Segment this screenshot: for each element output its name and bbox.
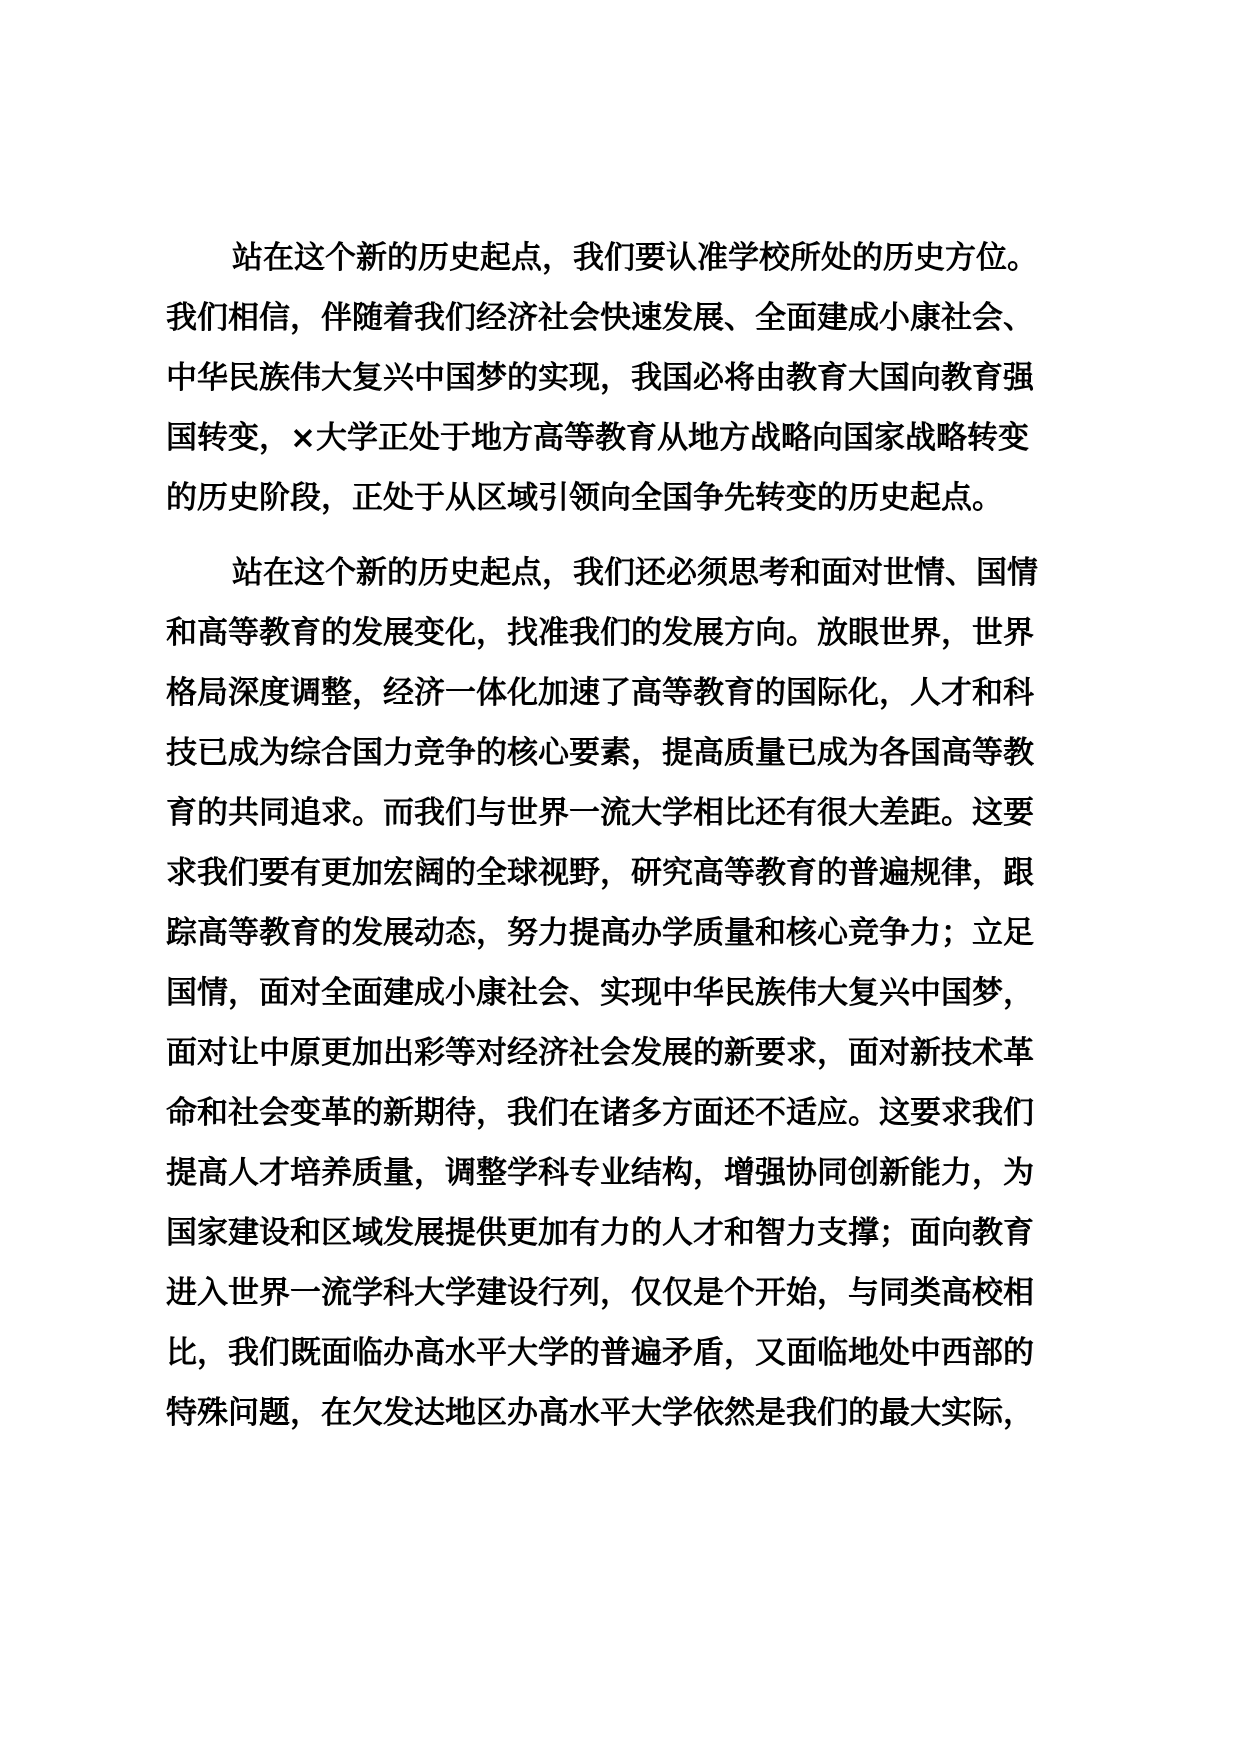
- paragraph-line: 站在这个新的历史起点，我们还必须思考和面对世情、国情: [232, 555, 1038, 591]
- paragraph-line: 命和社会变革的新期待，我们在诸多方面还不适应。这要求我们: [166, 1095, 1034, 1131]
- paragraph-1: [166, 228, 1116, 528]
- paragraph-line: 技已成为综合国力竞争的核心要素，提高质量已成为各国高等教: [166, 735, 1034, 771]
- paragraph-line: 比，我们既面临办高水平大学的普遍矛盾，又面临地处中西部的: [166, 1335, 1034, 1371]
- paragraph-2: [166, 543, 1116, 1443]
- paragraph-line: 进入世界一流学科大学建设行列，仅仅是个开始，与同类高校相: [166, 1275, 1034, 1311]
- paragraph-line: 国转变，×大学正处于地方高等教育从地方战略向国家战略转变: [166, 420, 1029, 456]
- paragraph-line: 特殊问题，在欠发达地区办高水平大学依然是我们的最大实际，: [166, 1395, 1034, 1431]
- paragraph-line: 育的共同追求。而我们与世界一流大学相比还有很大差距。这要: [166, 795, 1034, 831]
- paragraph-line: 和高等教育的发展变化，找准我们的发展方向。放眼世界，世界: [166, 615, 1034, 651]
- paragraph-line: 国家建设和区域发展提供更加有力的人才和智力支撑；面向教育: [166, 1215, 1034, 1251]
- paragraph-line: 提高人才培养质量，调整学科专业结构，增强协同创新能力，为: [166, 1155, 1034, 1191]
- paragraph-line: 中华民族伟大复兴中国梦的实现，我国必将由教育大国向教育强: [166, 360, 1034, 396]
- paragraph-line: 面对让中原更加出彩等对经济社会发展的新要求，面对新技术革: [166, 1035, 1034, 1071]
- paragraph-line: 站在这个新的历史起点，我们要认准学校所处的历史方位。: [232, 240, 1038, 276]
- paragraph-line: 踪高等教育的发展动态，努力提高办学质量和核心竞争力；立足: [166, 915, 1034, 951]
- paragraph-line: 的历史阶段，正处于从区域引领向全国争先转变的历史起点。: [166, 480, 1003, 516]
- paragraph-line: 格局深度调整，经济一体化加速了高等教育的国际化，人才和科: [166, 675, 1034, 711]
- paragraph-line: 求我们要有更加宏阔的全球视野，研究高等教育的普遍规律，跟: [166, 855, 1034, 891]
- paragraph-line: 我们相信，伴随着我们经济社会快速发展、全面建成小康社会、: [166, 300, 1034, 336]
- paragraph-line: 国情，面对全面建成小康社会、实现中华民族伟大复兴中国梦，: [166, 975, 1034, 1011]
